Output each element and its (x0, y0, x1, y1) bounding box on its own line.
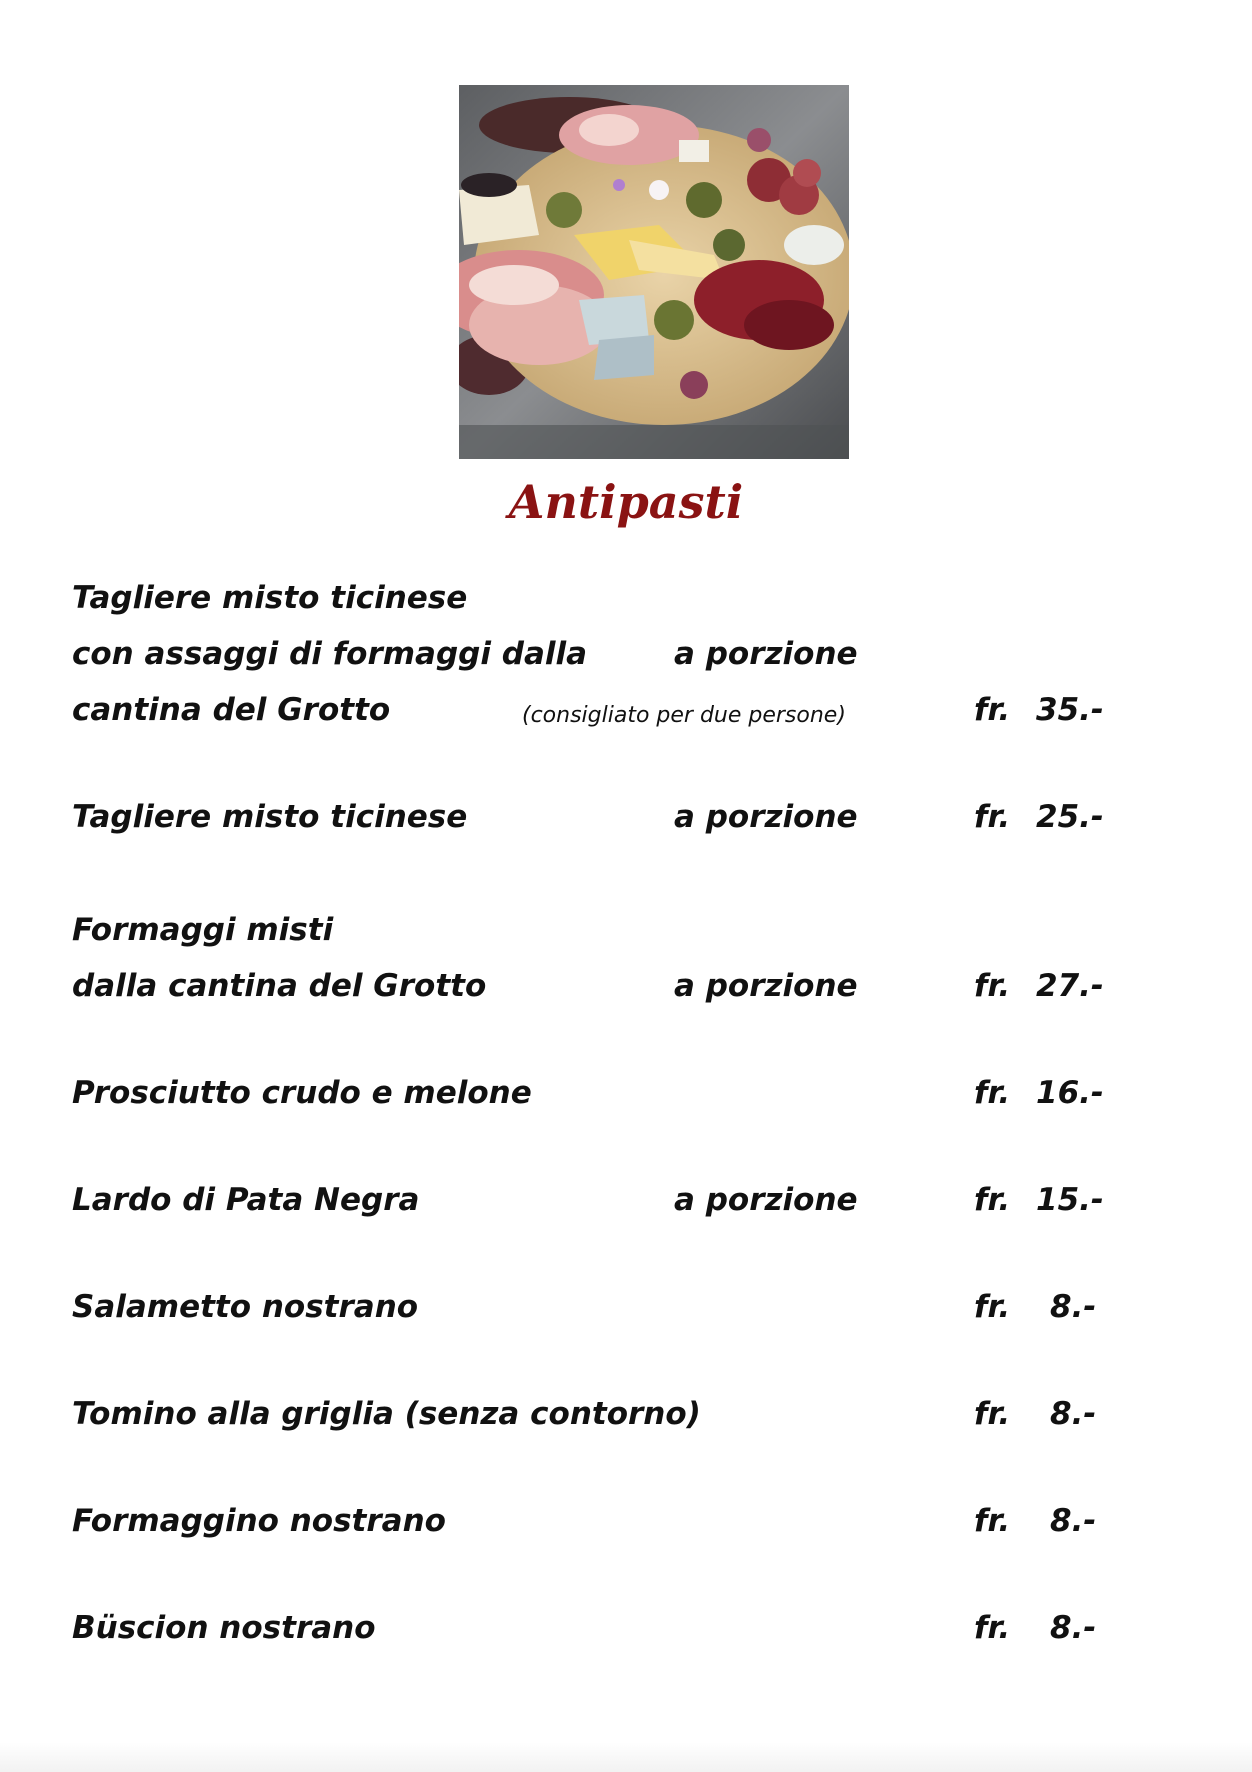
item-1-line-3: cantina del Grotto (72, 692, 391, 728)
item-3-currency: fr. (974, 968, 1011, 1004)
item-2-currency: fr. (974, 799, 1011, 835)
item-3-price: 27.- (1036, 968, 1104, 1004)
item-1-line-1: Tagliere misto ticinese (72, 580, 468, 616)
item-2-portion: a porzione (674, 799, 858, 835)
item-9-line-1: Büscion nostrano (72, 1610, 376, 1646)
item-4-line-1: Prosciutto crudo e melone (72, 1075, 532, 1111)
item-5-price: 15.- (1036, 1182, 1104, 1218)
item-4-currency: fr. (974, 1075, 1011, 1111)
item-3-line-2: dalla cantina del Grotto (72, 968, 487, 1004)
item-2-price: 25.- (1036, 799, 1104, 835)
item-1-note: (consigliato per due persone) (522, 703, 846, 728)
item-8-line-1: Formaggino nostrano (72, 1503, 446, 1539)
section-title: Antipasti (508, 475, 744, 529)
item-6-line-1: Salametto nostrano (72, 1289, 419, 1325)
item-8-price: 8.- (1050, 1503, 1097, 1539)
item-1-line-2: con assaggi di formaggi dalla (72, 636, 588, 672)
item-6-currency: fr. (974, 1289, 1011, 1325)
item-8-currency: fr. (974, 1503, 1011, 1539)
item-1-price: 35.- (1036, 692, 1104, 728)
item-1-portion: a porzione (674, 636, 858, 672)
page-bottom-edge (0, 1742, 1252, 1772)
item-7-price: 8.- (1050, 1396, 1097, 1432)
item-7-currency: fr. (974, 1396, 1011, 1432)
item-2-line-1: Tagliere misto ticinese (72, 799, 468, 835)
item-5-portion: a porzione (674, 1182, 858, 1218)
item-6-price: 8.- (1050, 1289, 1097, 1325)
item-4-price: 16.- (1036, 1075, 1104, 1111)
item-3-portion: a porzione (674, 968, 858, 1004)
item-7-line-1: Tomino alla griglia (senza contorno) (72, 1396, 701, 1432)
item-5-line-1: Lardo di Pata Negra (72, 1182, 420, 1218)
item-3-line-1: Formaggi misti (72, 912, 334, 948)
antipasti-platter-photo (459, 85, 849, 459)
item-1-currency: fr. (974, 692, 1011, 728)
item-9-price: 8.- (1050, 1610, 1097, 1646)
item-9-currency: fr. (974, 1610, 1011, 1646)
item-5-currency: fr. (974, 1182, 1011, 1218)
